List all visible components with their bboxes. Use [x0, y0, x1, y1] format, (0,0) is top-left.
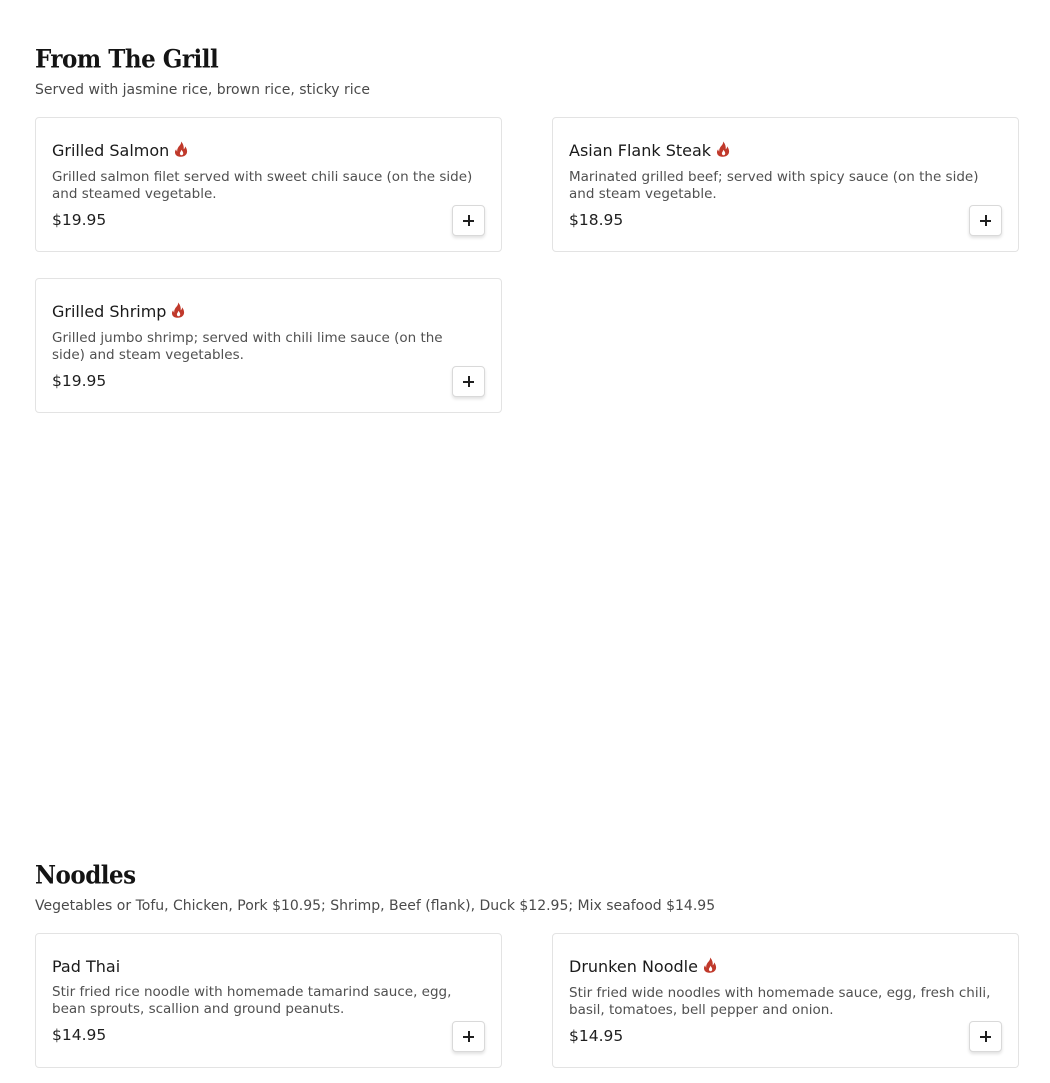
plus-icon: [980, 215, 991, 226]
plus-icon: [463, 376, 474, 387]
menu-item-title: [569, 140, 730, 162]
menu-item-card-pad-thai[interactable]: [35, 933, 502, 1068]
plus-icon: [980, 1031, 991, 1042]
add-to-order-button[interactable]: [969, 205, 1002, 236]
flame-icon: [171, 302, 185, 318]
menu-item-name: Grilled Salmon: [52, 141, 170, 160]
flame-icon: [174, 141, 188, 157]
menu-item-card-grilled-salmon[interactable]: [35, 117, 502, 252]
section-subtitle: Vegetables or Tofu, Chicken, Pork $10.95; Shrimp, Beef (flank), Duck $12.95; Mix seafood $14.95: [35, 898, 716, 914]
section-title: From The Grill: [35, 44, 219, 75]
menu-item-price: $19.95: [52, 372, 107, 390]
menu-item-price: $14.95: [569, 1027, 624, 1045]
menu-item-price: $14.95: [52, 1026, 107, 1044]
menu-section-from-the-grill: [35, 46, 1021, 99]
menu-item-title: [52, 140, 188, 162]
menu-item-price: $18.95: [569, 211, 624, 229]
menu-item-name: Pad Thai: [52, 957, 121, 976]
section-title: Noodles: [35, 860, 136, 891]
add-to-order-button[interactable]: [452, 1021, 485, 1052]
menu-item-card-grilled-shrimp[interactable]: [35, 278, 502, 413]
menu-section-noodles: [35, 862, 1021, 915]
menu-item-name: Asian Flank Steak: [569, 141, 712, 160]
menu-item-description: Grilled salmon filet served with sweet chili sauce (on the side) and steamed vegetable.: [52, 169, 473, 202]
section-subtitle: Served with jasmine rice, brown rice, sticky rice: [35, 82, 370, 98]
menu-item-name: Grilled Shrimp: [52, 302, 167, 321]
add-to-order-button[interactable]: [969, 1021, 1002, 1052]
menu-item-title: [52, 301, 185, 323]
flame-icon: [716, 141, 730, 157]
menu-item-card-drunken-noodle[interactable]: [552, 933, 1019, 1068]
menu-item-description: Stir fried rice noodle with homemade tamarind sauce, egg, bean sprouts, scallion and ground peanuts.: [52, 984, 452, 1017]
menu-item-card-asian-flank-steak[interactable]: [552, 117, 1019, 252]
add-to-order-button[interactable]: [452, 205, 485, 236]
menu-item-title: [52, 956, 120, 978]
menu-item-price: $19.95: [52, 211, 107, 229]
plus-icon: [463, 215, 474, 226]
add-to-order-button[interactable]: [452, 366, 485, 397]
menu-item-title: [569, 956, 717, 978]
menu-item-description: Grilled jumbo shrimp; served with chili lime sauce (on the side) and steam vegetables.: [52, 330, 443, 363]
menu-item-description: Stir fried wide noodles with homemade sauce, egg, fresh chili, basil, tomatoes, bell pepper and onion.: [569, 985, 991, 1018]
flame-icon: [703, 957, 717, 973]
menu-item-name: Drunken Noodle: [569, 957, 698, 976]
plus-icon: [463, 1031, 474, 1042]
menu-item-description: Marinated grilled beef; served with spicy sauce (on the side) and steam vegetable.: [569, 169, 979, 202]
